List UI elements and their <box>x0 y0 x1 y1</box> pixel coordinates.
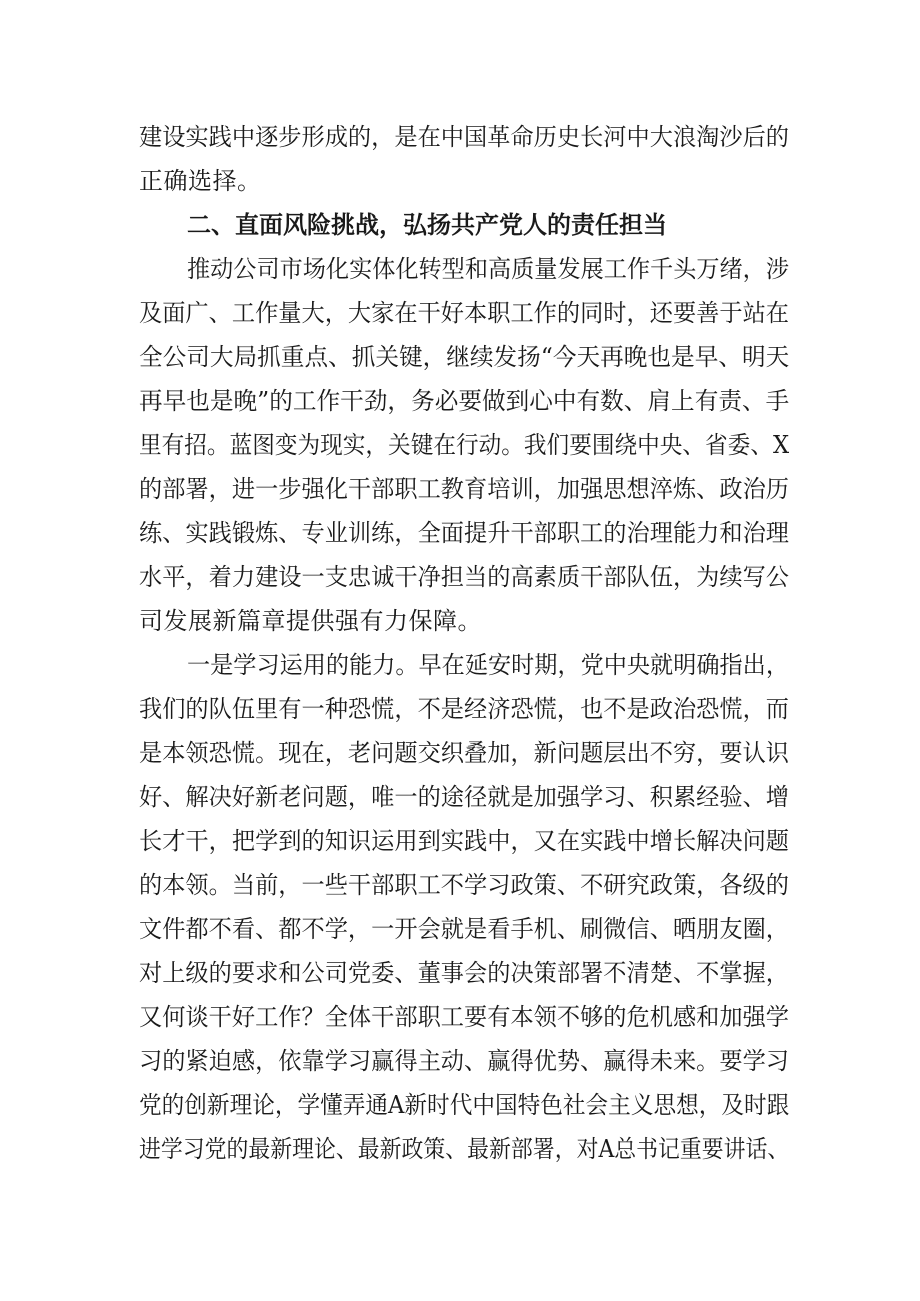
text-line: 习的紧迫感，依靠学习赢得主动、赢得优势、赢得未来。要学习 <box>139 1047 790 1075</box>
text-line: 的部署，进一步强化干部职工教育培训，加强思想淬炼、政治历 <box>139 475 790 503</box>
text-line: 司发展新篇章提供强有力保障。 <box>139 607 482 635</box>
text-line: 我们的队伍里有一种恐慌，不是经济恐慌，也不是政治恐慌，而 <box>139 695 790 723</box>
text-line: 正确选择。 <box>139 167 262 195</box>
text-line: 是本领恐慌。现在，老问题交织叠加，新问题层出不穷，要认识 <box>139 739 790 767</box>
text-line: 又何谈干好工作？全体干部职工要有本领不够的危机感和加强学 <box>139 1003 790 1031</box>
text-line: 进学习党的最新理论、最新政策、最新部署，对A总书记重要讲话、 <box>139 1135 790 1163</box>
text-line: 的本领。当前，一些干部职工不学习政策、不研究政策，各级的 <box>139 871 790 899</box>
text-line: 再早也是晚”的工作干劲，务必要做到心中有数、肩上有责、手 <box>139 387 790 415</box>
text-line: 全公司大局抓重点、抓关键，继续发扬“今天再晚也是早、明天 <box>139 343 790 371</box>
text-line: 里有招。蓝图变为现实，关键在行动。我们要围绕中央、省委、X <box>139 431 790 459</box>
text-line: 长才干，把学到的知识运用到实践中，又在实践中增长解决问题 <box>139 827 790 855</box>
text-line: 党的创新理论，学懂弄通A新时代中国特色社会主义思想，及时跟 <box>139 1091 790 1119</box>
text-line: 对上级的要求和公司党委、董事会的决策部署不清楚、不掌握， <box>139 959 790 987</box>
text-line: 练、实践锻炼、专业训练，全面提升干部职工的治理能力和治理 <box>139 519 790 547</box>
text-line: 及面广、工作量大，大家在干好本职工作的同时，还要善于站在 <box>139 299 790 327</box>
text-line: 推动公司市场化实体化转型和高质量发展工作千头万绪，涉 <box>187 255 789 283</box>
text-line: 好、解决好新老问题，唯一的途径就是加强学习、积累经验、增 <box>139 783 790 811</box>
text-line: 一是学习运用的能力。早在延安时期，党中央就明确指出， <box>187 651 789 679</box>
text-line: 水平，着力建设一支忠诚干净担当的高素质干部队伍，为续写公 <box>139 563 790 591</box>
text-line: 文件都不看、都不学，一开会就是看手机、刷微信、晒朋友圈， <box>139 915 790 943</box>
section-heading: 二、直面风险挑战，弘扬共产党人的责任担当 <box>187 211 667 239</box>
text-line: 建设实践中逐步形成的，是在中国革命历史长河中大浪淘沙后的 <box>139 123 790 151</box>
